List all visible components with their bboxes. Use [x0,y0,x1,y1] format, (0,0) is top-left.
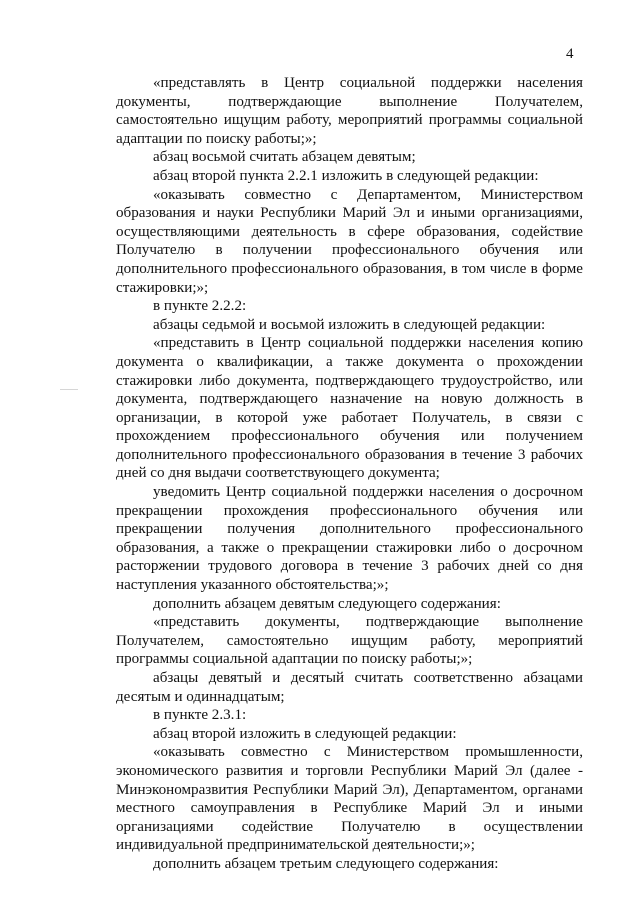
paragraph: «представить в Центр социальной поддержки населения копию документа о квалификации, а также документа о прохождении стажировки либо документа, подтверждающего трудоустройство, или документа, подтверждающего назначение на новую должность в организации, в которой уже работает Получатель, в связи с прохождением профессионального обучения или получением дополнительного профессионального образования в течение 3 рабочих дней со дня выдачи соответствующего документа; [116,335,583,482]
paragraph: в пункте 2.3.1: [153,707,247,724]
document-body [116,74,583,874]
paragraph: «оказывать совместно с Министерством промышленности, экономического развития и торговли Республики Марий Эл (далее - Минэкономразвития Республики Марий Эл), Департаментом, органами местного самоуправления в Республике Марий Эл и иными организациями содействие Получателю в осуществлении индивидуальной предпринимательской деятельности;»; [116,744,583,854]
paragraph: уведомить Центр социальной поддержки населения о досрочном прекращении прохождения профессионального обучения или прекращении получения дополнительного профессионального образования, а также о прекращении стажировки либо о досрочном расторжении трудового договора в течение 3 рабочих дней со дня наступления указанного обстоятельства;»; [116,484,583,594]
paragraph: абзац восьмой считать абзацем девятым; [153,149,416,166]
paragraph: абзац второй пункта 2.2.1 изложить в следующей редакции: [153,167,539,184]
paragraph: «представлять в Центр социальной поддержки населения документы, подтверждающие выполнение Получателем, самостоятельно ищущим работу, мероприятий программы социальной адаптации по поиску работы;»; [116,75,583,147]
paragraph: «оказывать совместно с Департаментом, Министерством образования и науки Республики Марий Эл и иными организациями, осуществляющими деятельность в сфере образования, содействие Получателю в получении профессионального обучения или дополнительного профессионального образования, в том числе в форме стажировки;»; [116,186,583,296]
paragraph: абзацы девятый и десятый считать соответственно абзацами десятым и одиннадцатым; [116,670,583,705]
scan-artifact [60,389,78,390]
paragraph: дополнить абзацем третьим следующего содержания: [153,855,499,872]
page-number: 4 [566,46,574,62]
paragraph: дополнить абзацем девятым следующего содержания: [153,595,501,612]
paragraph: «представить документы, подтверждающие выполнение Получателем, самостоятельно ищущим работу, мероприятий программы социальной адаптации по поиску работы;»; [116,614,583,668]
paragraph: абзац второй изложить в следующей редакции: [153,725,457,742]
paragraph: в пункте 2.2.2: [153,298,247,315]
paragraph: абзацы седьмой и восьмой изложить в следующей редакции: [153,316,546,333]
